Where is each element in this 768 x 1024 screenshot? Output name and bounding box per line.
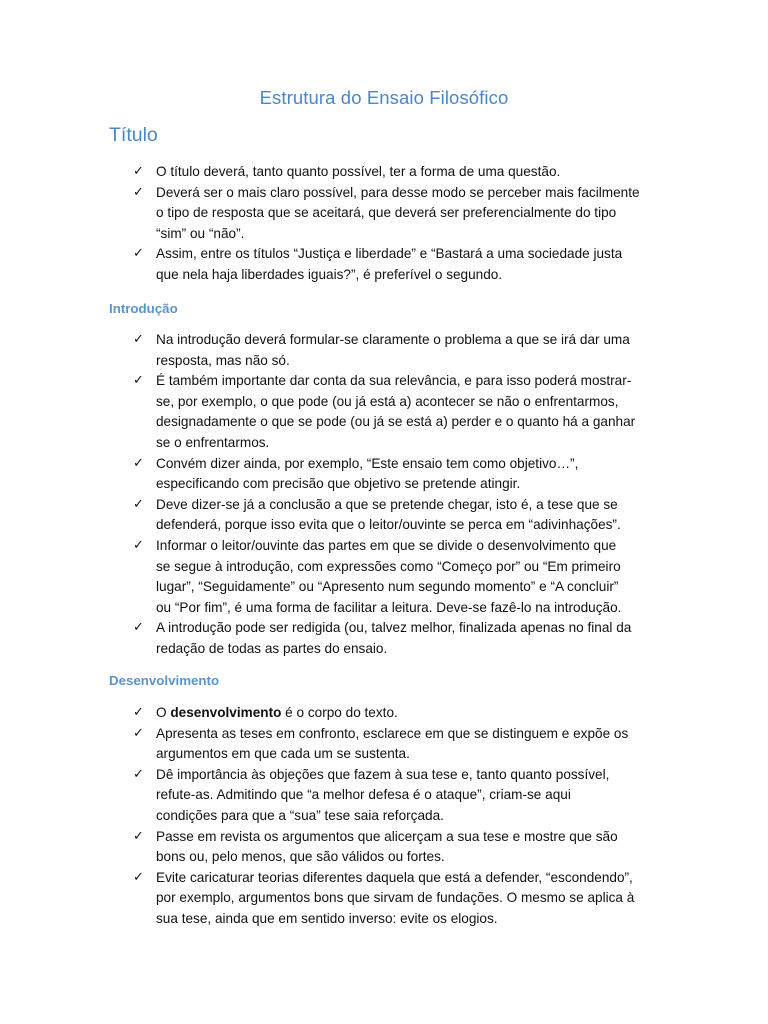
item-line: Deverá ser o mais claro possível, para desse modo se perceber mais facilmente [156,184,640,200]
item-line: bons ou, pelo menos, que são válidos ou fortes. [156,849,445,865]
desenvolvimento-checklist [133,703,667,930]
list-item [133,330,667,371]
item-line: especificando com precisão que objetivo se pretende atingir. [156,476,521,492]
item-line: Na introdução deverá formular-se claramente o problema a que se irá dar uma [156,332,630,347]
checkmark-icon: ✓ [133,828,144,844]
item-line: Dê importância às objeções que fazem à sua tese e, tanto quanto possível, [156,766,610,782]
list-item [133,765,667,827]
item-line [156,703,667,724]
titulo-checklist [133,162,667,286]
item-line: Evite caricaturar teorias diferentes daquela que está a defender, “escondendo”, [156,869,633,885]
checkmark-icon: ✓ [133,869,144,885]
item-line: Passe em revista os argumentos que alicerçam a sua tese e mostre que são [156,828,618,844]
item-line: “sim” ou “não”. [156,225,245,241]
item-line: O título deverá, tanto quanto possível, ter a forma de uma questão. [156,164,561,179]
checkmark-icon: ✓ [133,620,144,636]
item-line: condições para que a “sua” tese saia reforçada. [156,807,444,823]
checkmark-icon: ✓ [133,725,144,741]
item-line: argumentos em que cada um se sustenta. [156,746,410,762]
list-item [133,371,667,453]
item-line: É também importante dar conta da sua relevância, e para isso poderá mostrar- [156,373,632,389]
item-line: lugar”, “Seguidamente” ou “Apresento num segundo momento” e “A concluir” [156,579,619,595]
checkmark-icon: ✓ [133,373,144,389]
item-line: Convém dizer ainda, por exemplo, “Este ensaio tem como objetivo…”, [156,455,579,471]
checkmark-icon: ✓ [133,537,144,553]
introducao-checklist [133,330,667,660]
list-item [133,536,667,618]
item-line: se, por exemplo, o que pode (ou já está a) acontecer se não o enfrentarmos, [156,393,619,409]
section-heading-introducao: Introdução [109,301,178,316]
item-line: A introdução pode ser redigida (ou, talvez melhor, finalizada apenas no final da [156,620,632,636]
list-item [133,703,667,724]
item-line: designadamente o que se pode (ou já se está a) perder e o quanto há a ganhar [156,414,636,430]
document-title: Estrutura do Ensaio Filosófico [259,87,509,108]
item-line: se o enfrentarmos. [156,434,270,450]
list-item [133,162,667,183]
checkmark-icon: ✓ [133,766,144,782]
section-heading-desenvolvimento: Desenvolvimento [109,673,220,688]
list-item [133,183,667,245]
list-item [133,868,667,930]
bold-term: desenvolvimento [170,705,282,720]
list-item [133,724,667,765]
item-line: Apresenta as teses em confronto, esclarece em que se distinguem e expõe os [156,725,629,741]
list-item [133,618,667,659]
item-line: Assim, entre os títulos “Justiça e liberdade” e “Bastará a uma sociedade justa [156,246,623,262]
list-item [133,495,667,536]
list-item [133,454,667,495]
checkmark-icon: ✓ [133,332,144,347]
item-line: que nela haja liberdades iguais?”, é preferível o segundo. [156,266,503,282]
item-suffix: é o corpo do texto. [281,705,398,720]
item-line: redação de todas as partes do ensaio. [156,640,388,656]
list-item [133,827,667,868]
item-line: sua tese, ainda que em sentido inverso: evite os elogios. [156,910,498,926]
item-line: Deve dizer-se já a conclusão a que se pretende chegar, isto é, a tese que se [156,496,618,512]
item-line: refute-as. Admitindo que “a melhor defesa é o ataque”, criam-se aqui [156,787,571,803]
item-line: defenderá, porque isso evita que o leitor/ouvinte se perca em “adivinhações”. [156,517,621,533]
item-line: resposta, mas não só. [156,352,290,368]
item-line: Informar o leitor/ouvinte das partes em que se divide o desenvolvimento que [156,537,617,553]
checkmark-icon: ✓ [133,705,144,720]
checkmark-icon: ✓ [133,184,144,200]
checkmark-icon: ✓ [133,246,144,262]
item-line: se segue à introdução, com expressões como “Começo por” ou “Em primeiro [156,558,621,574]
list-item [133,244,667,285]
item-line: o tipo de resposta que se aceitará, que deverá ser preferencialmente do tipo [156,205,617,221]
checkmark-icon: ✓ [133,164,144,179]
section-heading-titulo: Título [109,124,158,146]
checkmark-icon: ✓ [133,455,144,471]
item-prefix: O [156,705,171,720]
checkmark-icon: ✓ [133,496,144,512]
item-line: por exemplo, argumentos bons que sirvam de fundações. O mesmo se aplica à [156,890,635,906]
item-line: ou “Por fim”, é uma forma de facilitar a leitura. Deve-se fazê-lo na introdução. [156,599,622,615]
